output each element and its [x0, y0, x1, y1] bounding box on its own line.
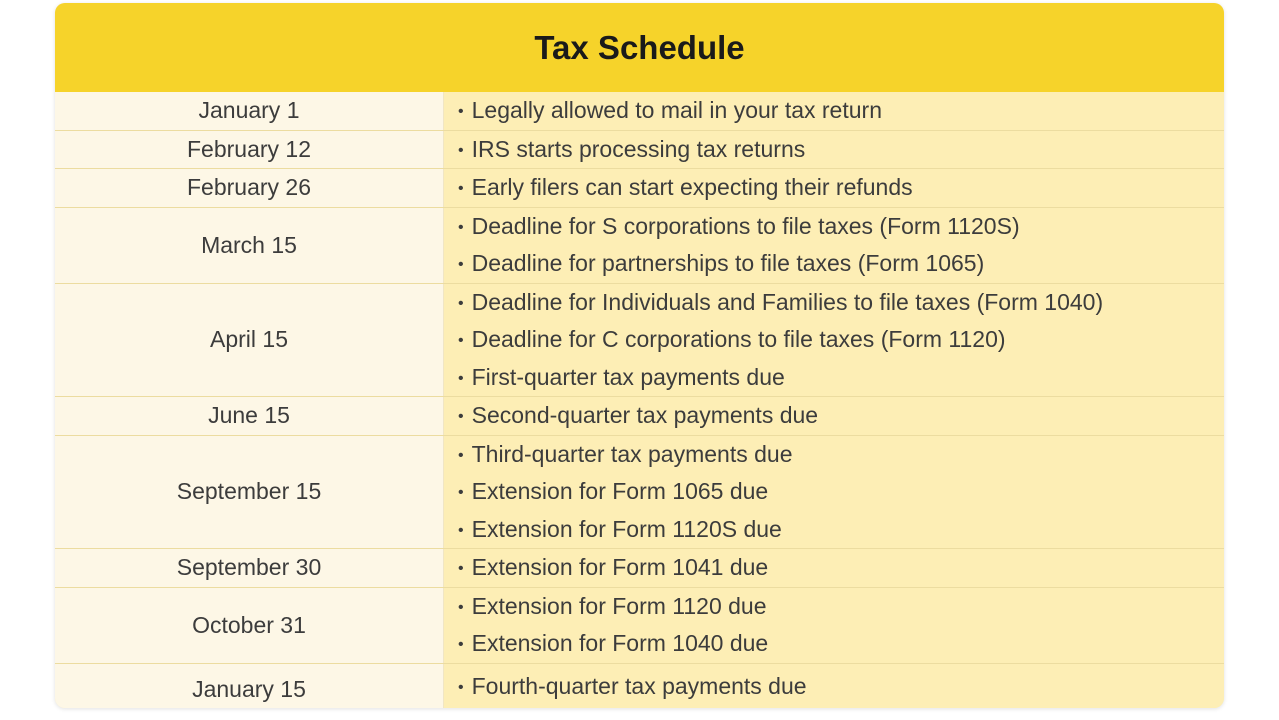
date-cell: January 1: [55, 92, 444, 130]
events-cell: [444, 208, 1224, 283]
event-item: • Extension for Form 1120S due: [458, 511, 1224, 549]
table-row: [55, 208, 1224, 284]
events-cell: [444, 131, 1224, 169]
table-title: Tax Schedule: [534, 28, 745, 66]
events-cell: [444, 664, 1224, 709]
events-cell: [444, 92, 1224, 130]
event-item: • Deadline for S corporations to file taxes (Form 1120S): [458, 208, 1224, 246]
date-cell: February 12: [55, 131, 444, 169]
date-cell: June 15: [55, 397, 444, 435]
table-row: [55, 664, 1224, 709]
date-cell: February 26: [55, 169, 444, 207]
table-body: [55, 92, 1224, 708]
event-item: • Deadline for C corporations to file taxes (Form 1120): [458, 321, 1224, 359]
event-item: • First-quarter tax payments due: [458, 359, 1224, 397]
date-cell: September 30: [55, 549, 444, 587]
table-row: [55, 92, 1224, 131]
event-item: • Extension for Form 1120 due: [458, 588, 1224, 626]
table-row: [55, 284, 1224, 398]
event-item: • Extension for Form 1041 due: [458, 549, 1224, 587]
table-header: [55, 3, 1224, 92]
table-row: [55, 169, 1224, 208]
date-cell: September 15: [55, 436, 444, 549]
event-item: • IRS starts processing tax returns: [458, 131, 1224, 169]
date-cell: April 15: [55, 284, 444, 397]
events-cell: [444, 436, 1224, 549]
event-item: • Extension for Form 1065 due: [458, 473, 1224, 511]
event-item: • Legally allowed to mail in your tax return: [458, 92, 1224, 130]
event-item: • Deadline for Individuals and Families to file taxes (Form 1040): [458, 284, 1224, 322]
date-cell: March 15: [55, 208, 444, 283]
events-cell: [444, 284, 1224, 397]
tax-schedule-table: [55, 3, 1224, 708]
event-item: • Second-quarter tax payments due: [458, 397, 1224, 435]
table-row: [55, 436, 1224, 550]
events-cell: [444, 549, 1224, 587]
event-item: • Extension for Form 1040 due: [458, 625, 1224, 663]
event-item: • Third-quarter tax payments due: [458, 436, 1224, 474]
event-item: • Early filers can start expecting their refunds: [458, 169, 1224, 207]
table-row: [55, 131, 1224, 170]
table-row: [55, 397, 1224, 436]
table-row: [55, 549, 1224, 588]
events-cell: [444, 588, 1224, 663]
event-item: • Fourth-quarter tax payments due: [458, 668, 1224, 706]
table-row: [55, 588, 1224, 664]
event-item: • Deadline for partnerships to file taxes (Form 1065): [458, 245, 1224, 283]
date-cell: October 31: [55, 588, 444, 663]
events-cell: [444, 169, 1224, 207]
events-cell: [444, 397, 1224, 435]
date-cell: January 15: [55, 664, 444, 709]
